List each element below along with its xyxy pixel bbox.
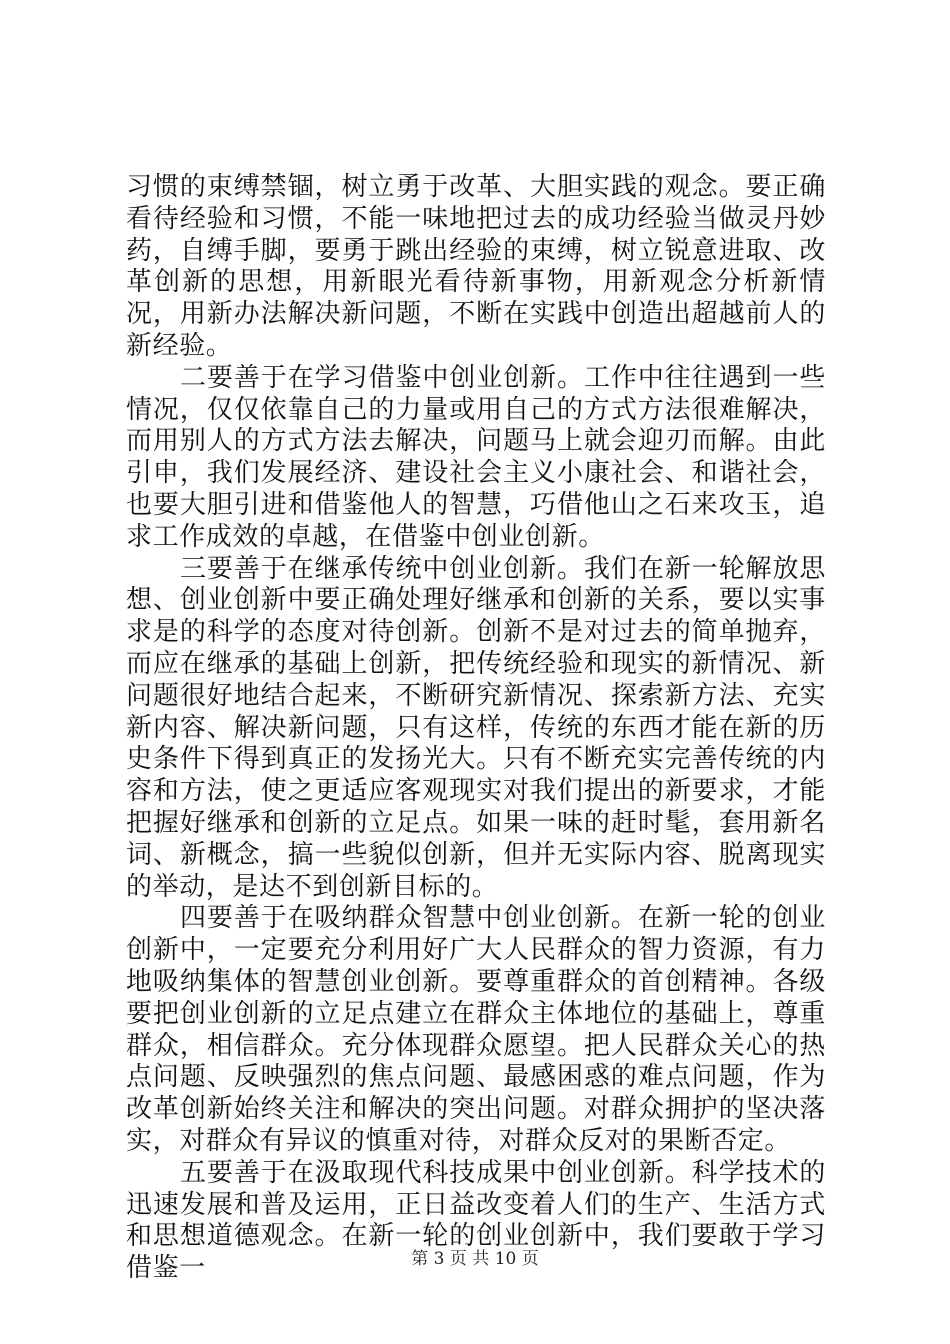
paragraph-point-two: 二要善于在学习借鉴中创业创新。工作中往往遇到一些情况，仅仅依靠自己的力量或用自己的方式方法很难解决，而用别人的方式方法去解决，问题马上就会迎刃而解。由此引申，我们发展经济、建设社会主义小康社会、和谐社会，也要大胆引进和借鉴他人的智慧，巧借他山之石来攻玉，追求工作成效的卓越，在借鉴中创业创新。 [126, 362, 826, 552]
page-number-footer: 第 3 页 共 10 页 [411, 1249, 539, 1269]
paragraph-point-four: 四要善于在吸纳群众智慧中创业创新。在新一轮的创业创新中，一定要充分利用好广大人民群众的智力资源，有力地吸纳集体的智慧创业创新。要尊重群众的首创精神。各级要把创业创新的立足点建立在群众主体地位的基础上，尊重群众，相信群众。充分体现群众愿望。把人民群众关心的热点问题、反映强烈的焦点问题、最感困惑的难点问题，作为改革创新始终关注和解决的突出问题。对群众拥护的坚决落实，对群众有异议的慎重对待，对群众反对的果断否定。 [126, 903, 826, 1156]
paragraph-point-three: 三要善于在继承传统中创业创新。我们在新一轮解放思想、创业创新中要正确处理好继承和创新的关系，要以实事求是的科学的态度对待创新。创新不是对过去的简单抛弃，而应在继承的基础上创新，把传统经验和现实的新情况、新问题很好地结合起来，不断研究新情况、探索新方法、充实新内容、解决新问题，只有这样，传统的东西才能在新的历史条件下得到真正的发扬光大。只有不断充实完善传统的内容和方法，使之更适应客观现实对我们提出的新要求，才能把握好继承和创新的立足点。如果一味的赶时髦，套用新名词、新概念，搞一些貌似创新，但并无实际内容、脱离现实的举动，是达不到创新目标的。 [126, 553, 826, 902]
paragraph-point-five: 五要善于在汲取现代科技成果中创业创新。科学技术的迅速发展和普及运用，正日益改变着人们的生产、生活方式和思想道德观念。在新一轮的创业创新中，我们要敢于学习借鉴一 [126, 1157, 826, 1284]
paragraph-continued: 习惯的束缚禁锢，树立勇于改革、大胆实践的观念。要正确看待经验和习惯，不能一味地把过去的成功经验当做灵丹妙药，自缚手脚，要勇于跳出经验的束缚，树立锐意进取、改革创新的思想，用新眼光看待新事物，用新观念分析新情况，用新办法解决新问题，不断在实践中创造出超越前人的新经验。 [126, 172, 826, 361]
document-body [126, 172, 826, 1285]
